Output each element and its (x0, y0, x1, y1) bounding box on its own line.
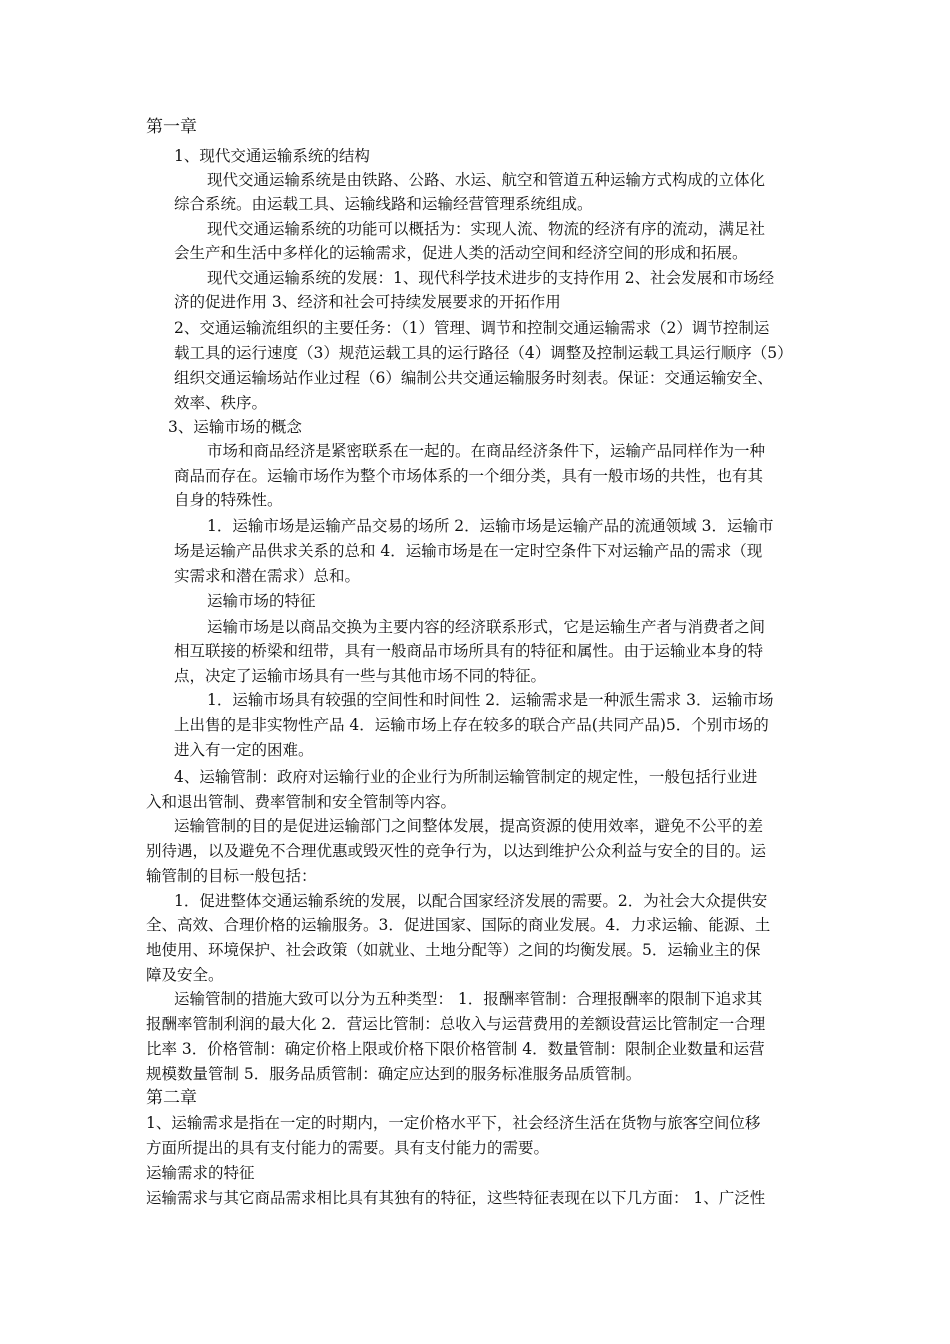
paragraph-line: 商品而存在。运输市场作为整个市场体系的一个细分类，具有一般市场的共性，也有其 (174, 467, 764, 485)
paragraph-line: 全、高效、合理价格的运输服务。3．促进国家、国际的商业发展。4．力求运输、能源、土 (146, 916, 771, 934)
paragraph-line: 规模数量管制 5．服务品质管制：确定应达到的服务标准服务品质管制。 (146, 1065, 642, 1083)
subheading: 运输市场的特征 (207, 592, 316, 610)
paragraph-line: 输管制的目标一般包括： (146, 867, 317, 885)
paragraph-line: 综合系统。由运载工具、运输线路和运输经营管理系统组成。 (174, 195, 593, 213)
chapter-heading: 第一章 (146, 117, 197, 137)
paragraph-line: 相互联接的桥梁和纽带，具有一般商品市场所具有的特征和属性。由于运输业本身的特 (174, 642, 764, 660)
paragraph-line: 1．促进整体交通运输系统的发展，以配合国家经济发展的需要。2．为社会大众提供安 (174, 892, 768, 910)
paragraph-line: 上出售的是非实物性产品 4．运输市场上存在较多的联合产品(共同产品)5．个别市场的 (174, 716, 769, 734)
paragraph-line: 地使用、环境保护、社会政策（如就业、土地分配等）之间的均衡发展。5．运输业主的保 (146, 941, 761, 959)
paragraph-line: 报酬率管制利润的最大化 2．营运比管制：总收入与运营费用的差额设营运比管制定一合理 (146, 1015, 766, 1033)
paragraph-line: 实需求和潜在需求）总和。 (174, 567, 361, 585)
paragraph-line: 运输管制的目的是促进运输部门之间整体发展，提高资源的使用效率，避免不公平的差 (174, 817, 764, 835)
section-heading: 4、运输管制：政府对运输行业的企业行为所制运输管制定的规定性，一般包括行业进 (174, 768, 758, 786)
paragraph-line: 运输市场是以商品交换为主要内容的经济联系形式，它是运输生产者与消费者之间 (207, 618, 766, 636)
paragraph-line: 入和退出管制、费率管制和安全管制等内容。 (146, 793, 457, 811)
paragraph-line: 组织交通运输场站作业过程（6）编制公共交通运输服务时刻表。保证：交通运输安全、 (174, 369, 773, 387)
paragraph-line: 市场和商品经济是紧密联系在一起的。在商品经济条件下，运输产品同样作为一种 (207, 442, 766, 460)
paragraph-line: 自身的特殊性。 (174, 491, 283, 509)
chapter-heading: 第二章 (146, 1088, 197, 1108)
paragraph-line: 现代交通运输系统是由铁路、公路、水运、航空和管道五种运输方式构成的立体化 (207, 171, 766, 189)
paragraph-line: 会生产和生活中多样化的运输需求，促进人类的活动空间和经济空间的形成和拓展。 (174, 244, 748, 262)
section-heading: 2、交通运输流组织的主要任务：（1）管理、调节和控制交通运输需求（2）调节控制运 (174, 319, 770, 337)
paragraph-line: 现代交通运输系统的发展：1、现代科学技术进步的支持作用 2、社会发展和市场经 (207, 269, 775, 287)
paragraph-line: 方面所提出的具有支付能力的需要。具有支付能力的需要。 (146, 1139, 550, 1157)
paragraph-line: 1．运输市场具有较强的空间性和时间性 2．运输需求是一种派生需求 3．运输市场 (207, 691, 774, 709)
paragraph-line: 点，决定了运输市场具有一些与其他市场不同的特征。 (174, 667, 547, 685)
paragraph-line: 比率 3．价格管制：确定价格上限或价格下限价格管制 4．数量管制：限制企业数量和运营 (146, 1040, 765, 1058)
section-heading: 1、现代交通运输系统的结构 (174, 147, 370, 165)
paragraph-line: 运输管制的措施大致可以分为五种类型： 1．报酬率管制：合理报酬率的限制下追求其 (174, 990, 763, 1008)
paragraph-line: 1．运输市场是运输产品交易的场所 2．运输市场是运输产品的流通领域 3．运输市 (207, 517, 774, 535)
paragraph-line: 1、运输需求是指在一定的时期内，一定价格水平下，社会经济生活在货物与旅客空间位移 (146, 1114, 761, 1132)
paragraph-line: 进入有一定的困难。 (174, 741, 314, 759)
paragraph-line: 别待遇，以及避免不合理优惠或毁灭性的竞争行为，以达到维护公众利益与安全的目的。运 (146, 842, 767, 860)
paragraph-line: 效率、秩序。 (174, 394, 268, 412)
subheading: 运输需求的特征 (146, 1164, 255, 1182)
paragraph-line: 运输需求与其它商品需求相比具有其独有的特征，这些特征表现在以下几方面： 1、广泛性 (146, 1189, 766, 1207)
paragraph-line: 济的促进作用 3、经济和社会可持续发展要求的开拓作用 (174, 293, 561, 311)
paragraph-line: 场是运输产品供求关系的总和 4．运输市场是在一定时空条件下对运输产品的需求（现 (174, 542, 763, 560)
paragraph-line: 现代交通运输系统的功能可以概括为：实现人流、物流的经济有序的流动，满足社 (207, 220, 766, 238)
paragraph-line: 载工具的运行速度（3）规范运载工具的运行路径（4）调整及控制运载工具运行顺序（5） (174, 344, 793, 362)
paragraph-line: 障及安全。 (146, 966, 224, 984)
section-heading: 3、运输市场的概念 (168, 418, 302, 436)
